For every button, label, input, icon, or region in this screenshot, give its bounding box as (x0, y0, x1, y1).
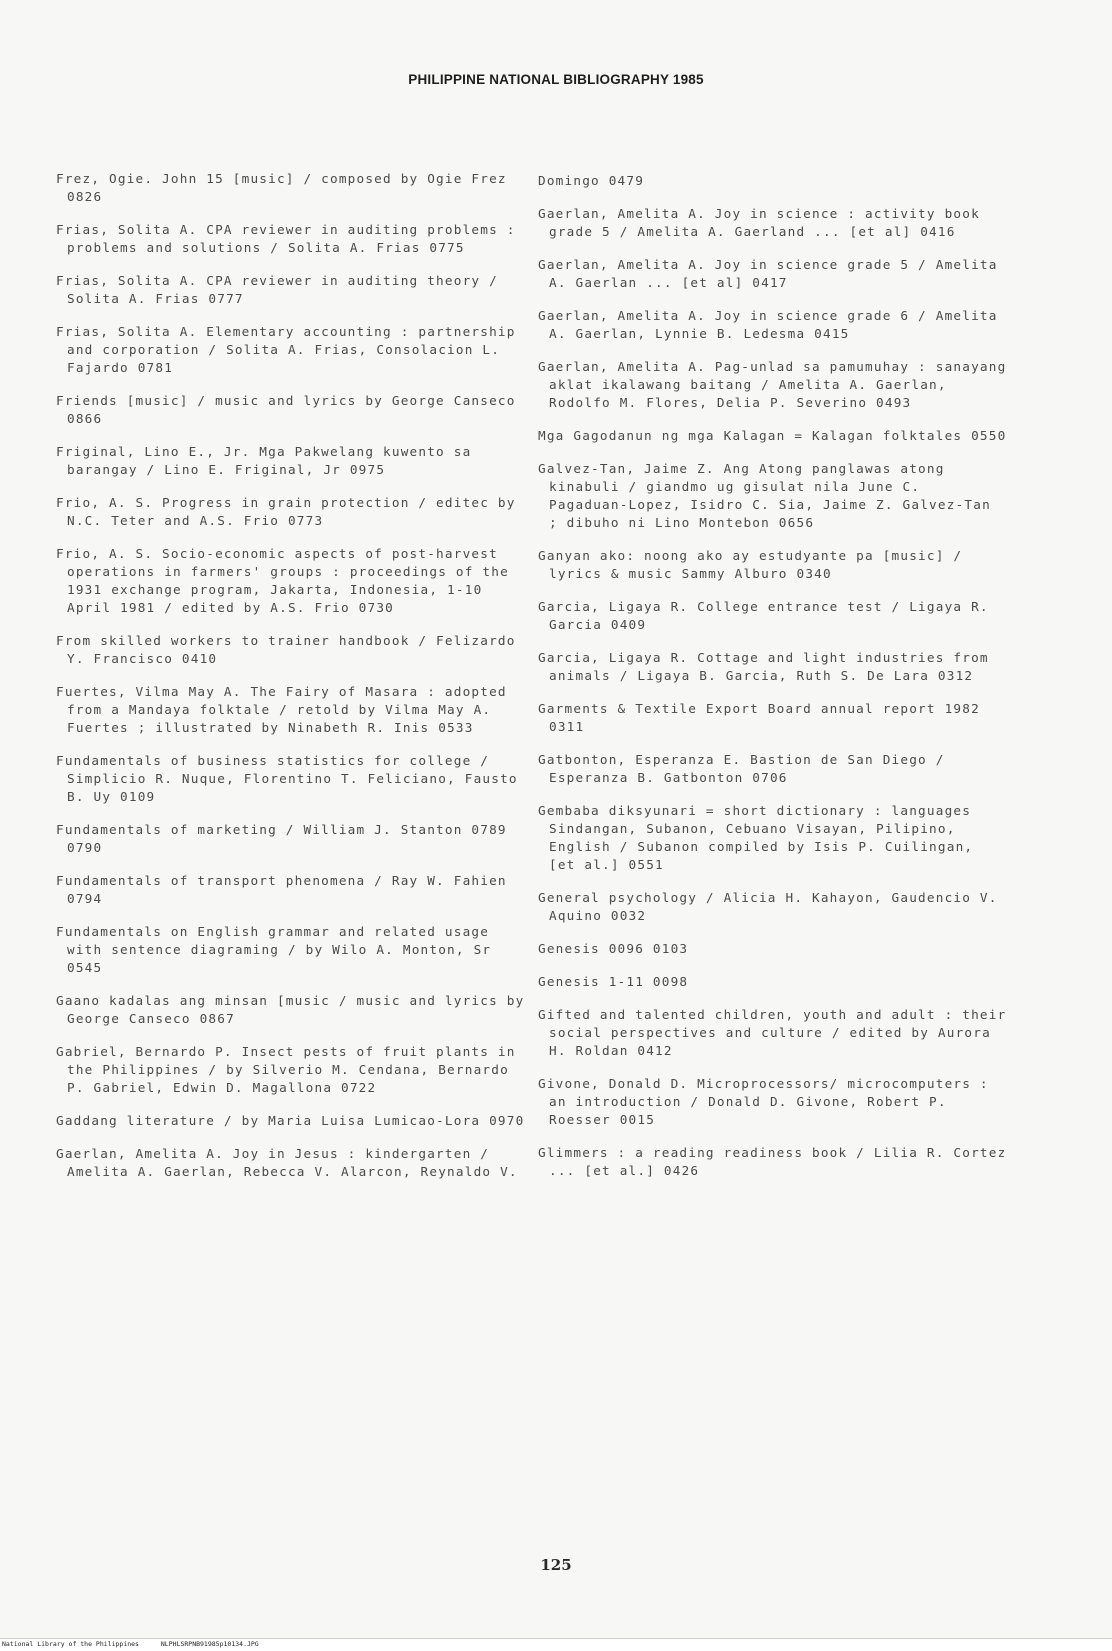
bibliography-entry: Frez, Ogie. John 15 [music] / composed by Ogie Frez 0826 (56, 171, 507, 204)
bibliography-entry: Domingo 0479 (538, 173, 645, 188)
bibliography-entry: Frio, A. S. Progress in grain protection / editec by N.C. Teter and A.S. Frio 0773 (56, 495, 516, 528)
bibliography-entry: Gaerlan, Amelita A. Joy in science grade 5 / Amelita A. Gaerlan ... [et al] 0417 (538, 257, 998, 290)
bibliography-entry: Gaerlan, Amelita A. Joy in science : activity book grade 5 / Amelita A. Gaerland ... [et al] 0416 (538, 206, 980, 239)
bibliography-entry: Frio, A. S. Socio-economic aspects of post-harvest operations in farmers' groups : proceedings of the 1931 exchange program, Jakarta, Indonesia, 1-10 April 1981 / edited by A.S. Frio 0730 (56, 546, 509, 615)
bibliography-entry: Gembaba diksyunari = short dictionary : languages Sindangan, Subanon, Cebuano Visayan, Pilipino, English / Subanon compiled by Isis P. Cuilingan, [et al.] 0551 (538, 803, 974, 872)
bibliography-entry: Garcia, Ligaya R. Cottage and light industries from animals / Ligaya B. Garcia, Ruth S. De Lara 0312 (538, 650, 989, 683)
bibliography-entry: Givone, Donald D. Microprocessors/ microcomputers : an introduction / Donald D. Givone, Robert P. Roesser 0015 (538, 1076, 989, 1127)
bibliography-entry: Garments & Textile Export Board annual report 1982 0311 (538, 701, 980, 734)
bibliography-entry: From skilled workers to trainer handbook / Felizardo Y. Francisco 0410 (56, 633, 516, 666)
bibliography-entry: Genesis 1-11 0098 (538, 974, 689, 989)
page-number: 125 (540, 1556, 572, 1574)
bibliography-entry: Gaddang literature / by Maria Luisa Lumicao-Lora 0970 (56, 1113, 525, 1128)
bibliography-entry: Gatbonton, Esperanza E. Bastion de San Diego / Esperanza B. Gatbonton 0706 (538, 752, 945, 785)
bibliography-entry: Garcia, Ligaya R. College entrance test / Ligaya R. Garcia 0409 (538, 599, 989, 632)
bibliography-entry: Fundamentals of business statistics for college / Simplicio R. Nuque, Florentino T. Feliciano, Fausto B. Uy 0109 (56, 753, 518, 804)
footer-library: National Library of the Philippines (2, 1640, 139, 1648)
scan-footer (2, 1640, 277, 1648)
right-column (538, 172, 1008, 1195)
bibliography-entry: Fuertes, Vilma May A. The Fairy of Masara : adopted from a Mandaya folktale / retold by Vilma May A. Fuertes ; illustrated by Ninabeth R. Inis 0533 (56, 684, 507, 735)
bibliography-entry: Gaerlan, Amelita A. Pag-unlad sa pamumuhay : sanayang aklat ikalawang baitang / Amelita A. Gaerlan, Rodolfo M. Flores, Delia P. Severino 0493 (538, 359, 1007, 410)
bibliography-entry: Frias, Solita A. Elementary accounting : partnership and corporation / Solita A. Frias, Consolacion L. Fajardo 0781 (56, 324, 516, 375)
bibliography-entry: Glimmers : a reading readiness book / Lilia R. Cortez ... [et al.] 0426 (538, 1145, 1007, 1178)
bibliography-entry: Fundamentals of transport phenomena / Ray W. Fahien 0794 (56, 873, 507, 906)
bibliography-entry: Gaerlan, Amelita A. Joy in Jesus : kindergarten / Amelita A. Gaerlan, Rebecca V. Alarcon, Reynaldo V. (56, 1146, 518, 1179)
bibliography-entry: Galvez-Tan, Jaime Z. Ang Atong panglawas atong kinabuli / giandmo ug gisulat nila June C. Pagaduan-Lopez, Isidro C. Sia, Jaime Z. Galvez-Tan ; dibuho ni Lino Montebon 0656 (538, 461, 991, 530)
bibliography-entry: Ganyan ako: noong ako ay estudyante pa [music] / lyrics & music Sammy Alburo 0340 (538, 548, 963, 581)
bibliography-entry: Friginal, Lino E., Jr. Mga Pakwelang kuwento sa barangay / Lino E. Friginal, Jr 0975 (56, 444, 472, 477)
bibliography-entry: Gaano kadalas ang minsan [music / music and lyrics by George Canseco 0867 (56, 993, 525, 1026)
bibliography-entry: Mga Gagodanun ng mga Kalagan = Kalagan folktales 0550 (538, 428, 1007, 443)
bibliography-entry: Genesis 0096 0103 (538, 941, 689, 956)
bibliography-entry: Gabriel, Bernardo P. Insect pests of fruit plants in the Philippines / by Silverio M. Cendana, Bernardo P. Gabriel, Edwin D. Magallona 0722 (56, 1044, 516, 1095)
bibliography-entry: Fundamentals on English grammar and related usage with sentence diagraming / by Wilo A. Monton, Sr 0545 (56, 924, 492, 975)
bibliography-entry: Fundamentals of marketing / William J. Stanton 0789 0790 (56, 822, 507, 855)
bibliography-entry: Gaerlan, Amelita A. Joy in science grade 6 / Amelita A. Gaerlan, Lynnie B. Ledesma 0415 (538, 308, 998, 341)
footer-file-id: NLPHLSRPNB91985p10134.JPG (160, 1640, 259, 1648)
left-column (56, 170, 526, 1196)
bibliography-entry: Frias, Solita A. CPA reviewer in auditing problems : problems and solutions / Solita A. Frias 0775 (56, 222, 516, 255)
page-header: PHILIPPINE NATIONAL BIBLIOGRAPHY 1985 (408, 72, 704, 87)
bibliography-entry: Frias, Solita A. CPA reviewer in auditing theory / Solita A. Frias 0777 (56, 273, 498, 306)
bibliography-entry: Gifted and talented children, youth and adult : their social perspectives and culture / edited by Aurora H. Roldan 0412 (538, 1007, 1007, 1058)
bibliography-entry: Friends [music] / music and lyrics by George Canseco 0866 (56, 393, 516, 426)
bibliography-entry: General psychology / Alicia H. Kahayon, Gaudencio V. Aquino 0032 (538, 890, 998, 923)
